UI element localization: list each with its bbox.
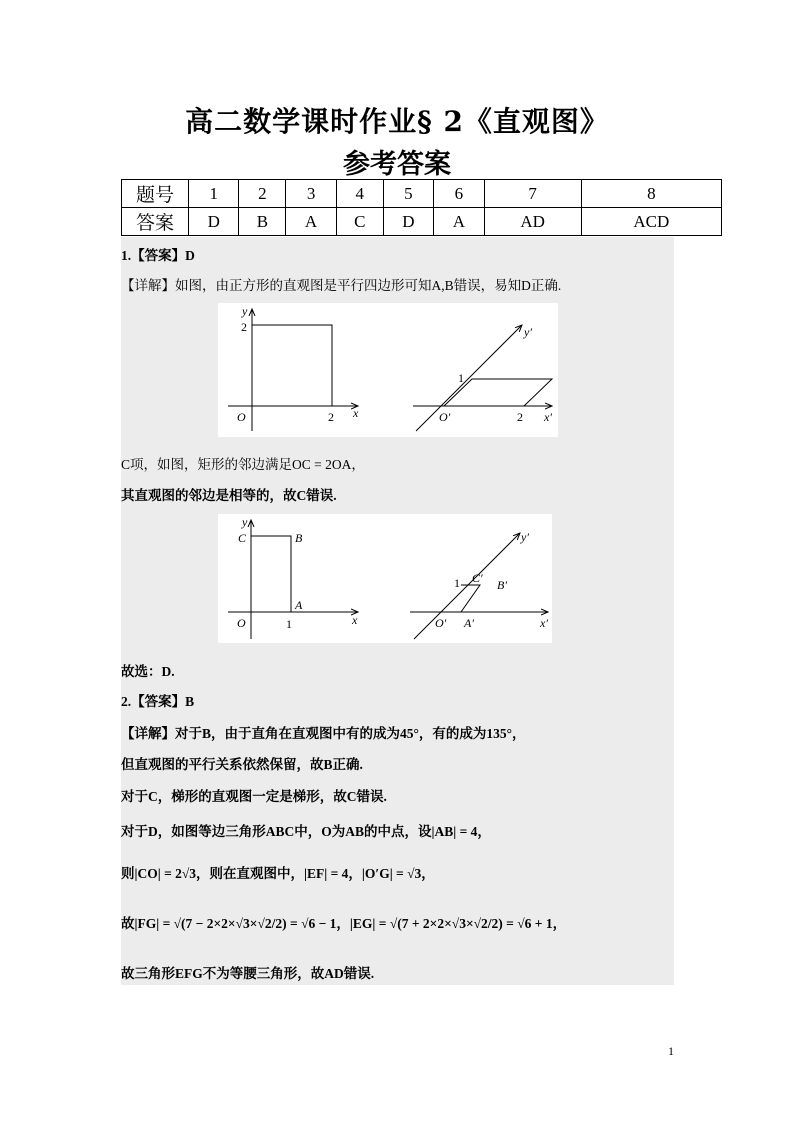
tick-1: 1 bbox=[458, 371, 464, 385]
q1-detail-line: 【详解】如图，由正方形的直观图是平行四边形可知A,B错误，易知D正确. bbox=[121, 278, 562, 293]
page-subtitle: 参考答案 bbox=[343, 149, 451, 180]
y-prime-label: y′ bbox=[524, 325, 532, 339]
table-row-numbers bbox=[122, 180, 722, 208]
q1-answer-line: 1.【答案】D bbox=[121, 248, 195, 263]
page-number: 1 bbox=[668, 1044, 674, 1058]
table-cell: AD bbox=[484, 208, 581, 236]
table-cell: 3 bbox=[286, 180, 336, 208]
q2-c-line: 对于C，梯形的直观图一定是梯形，故C错误. bbox=[121, 789, 387, 804]
table-cell: A bbox=[434, 208, 484, 236]
origin-label: O bbox=[237, 616, 246, 630]
rectangle-shape bbox=[251, 536, 291, 612]
table-cell: 6 bbox=[434, 180, 484, 208]
table-cell: 8 bbox=[581, 180, 721, 208]
table-cell: B bbox=[239, 208, 286, 236]
q2-detail-line: 【详解】对于B，由于直角在直观图中有的成为45°，有的成为135°， bbox=[121, 726, 526, 741]
x-prime-label: x′ bbox=[540, 616, 548, 630]
y-label: y bbox=[242, 515, 248, 529]
x-prime-label: x′ bbox=[544, 410, 552, 424]
table-cell: C bbox=[336, 208, 383, 236]
y-prime-axis bbox=[416, 325, 522, 431]
tick-2: 2 bbox=[517, 410, 523, 424]
point-b-prime-label: B′ bbox=[497, 578, 507, 592]
q1-choose-line: 故选：D. bbox=[121, 664, 175, 679]
table-cell: D bbox=[383, 208, 433, 236]
y-label: y bbox=[242, 304, 248, 318]
q2-conclusion-line: 故三角形EFG不为等腰三角形，故AD错误. bbox=[121, 966, 375, 981]
tick-y: 2 bbox=[241, 320, 247, 334]
q2-fg-line: 故|FG| = √(7 − 2×2×√3×√2/2) = √6 − 1，|EG| = √(7 + 2×2×√3×√2/2) = √6 + 1， bbox=[121, 916, 567, 931]
q1-c-item-line: C项，如图，矩形的邻边满足OC = 2OA， bbox=[121, 457, 365, 472]
table-cell: D bbox=[189, 208, 239, 236]
square-shape bbox=[252, 325, 332, 406]
table-cell: 5 bbox=[383, 180, 433, 208]
q1-c-item2-line: 其直观图的邻边是相等的，故C错误. bbox=[121, 488, 337, 503]
figure-square-oblique bbox=[218, 303, 558, 437]
table-header-answer: 答案 bbox=[122, 208, 189, 236]
q2-answer-line: 2.【答案】B bbox=[121, 694, 195, 709]
table-header-number: 题号 bbox=[122, 180, 189, 208]
table-cell: 1 bbox=[189, 180, 239, 208]
x-label: x bbox=[353, 406, 359, 420]
tick-x: 1 bbox=[286, 617, 292, 631]
q2-d-line: 对于D，如图等边三角形ABC中，O为AB的中点，设|AB| = 4， bbox=[121, 824, 491, 839]
point-b-label: B bbox=[295, 531, 303, 545]
q2-keep-line: 但直观图的平行关系依然保留，故B正确. bbox=[121, 757, 363, 772]
origin-prime-label: O′ bbox=[439, 410, 451, 424]
table-cell: 2 bbox=[239, 180, 286, 208]
point-c-prime-label: C′ bbox=[472, 571, 483, 585]
table-cell: 7 bbox=[484, 180, 581, 208]
q2-d2-line: 则|CO| = 2√3，则在直观图中，|EF| = 4，|O′G| = √3， bbox=[121, 866, 435, 881]
point-a-label: A bbox=[295, 598, 303, 612]
figure-rectangle-oblique bbox=[218, 514, 552, 643]
table-cell: A bbox=[286, 208, 336, 236]
y-prime-label: y′ bbox=[521, 530, 529, 544]
origin-label: O bbox=[237, 410, 246, 424]
tick-x: 2 bbox=[328, 410, 334, 424]
page-title: 高二数学课时作业§ 2《直观图》 bbox=[185, 105, 609, 138]
table-cell: ACD bbox=[581, 208, 721, 236]
x-label: x bbox=[352, 613, 358, 627]
tick-1: 1 bbox=[454, 576, 460, 590]
table-cell: 4 bbox=[336, 180, 383, 208]
origin-prime-label: O′ bbox=[435, 616, 447, 630]
answer-table bbox=[121, 179, 722, 236]
point-c-label: C bbox=[238, 531, 247, 545]
table-row-answers bbox=[122, 208, 722, 236]
point-a-prime-label: A′ bbox=[464, 616, 474, 630]
